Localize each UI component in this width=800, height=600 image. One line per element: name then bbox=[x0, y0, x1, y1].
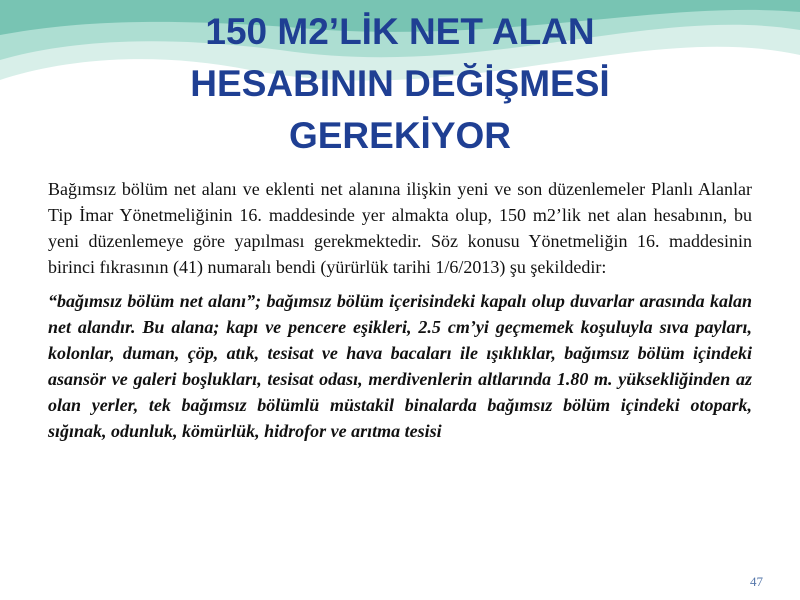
slide-title bbox=[60, 6, 740, 162]
title-line-2: HESABININ DEĞİŞMESİ bbox=[190, 63, 610, 104]
slide-body bbox=[48, 176, 752, 444]
page-number: 47 bbox=[750, 574, 763, 589]
regulation-quote: “bağımsız bölüm net alanı”; bağımsız bölüm içerisindeki kapalı olup duvarlar arasında kalan net alandır. Bu alana; kapı ve pencere eşikleri, 2.5 cm’yi geçmemek koşuluyla sıva payları, kolonlar, duman, çöp, atık, tesisat ve hava bacaları ile ışıklıklar, bağımsız bölüm içindeki asansör ve galeri boşlukları, tesisat odası, merdivenlerin altlarında 1.80 m. yüksekliğinden az olan yerler, tek bağımsız bölümlü müstakil binalarda bağımsız bölüm içindeki otopark, sığınak, odunluk, kömürlük, hidrofor ve arıtma tesisi bbox=[48, 291, 752, 441]
intro-paragraph: Bağımsız bölüm net alanı ve eklenti net alanına ilişkin yeni ve son düzenlemeler Planlı Alanlar Tip İmar Yönetmeliğinin 16. maddesinde yer almakta olup, 150 m2’lik net alan hesabının, bu yeni düzenlemeye göre yapılması gerekmektedir. Söz konusu Yönetmeliğin 16. maddesinin birinci fıkrasının (41) numaralı bendi (yürürlük tarihi 1/6/2013) şu şekildedir: bbox=[48, 179, 752, 277]
title-line-3: GEREKİYOR bbox=[288, 115, 512, 156]
title-line-1: 150 M2’LİK NET ALAN bbox=[205, 11, 595, 52]
